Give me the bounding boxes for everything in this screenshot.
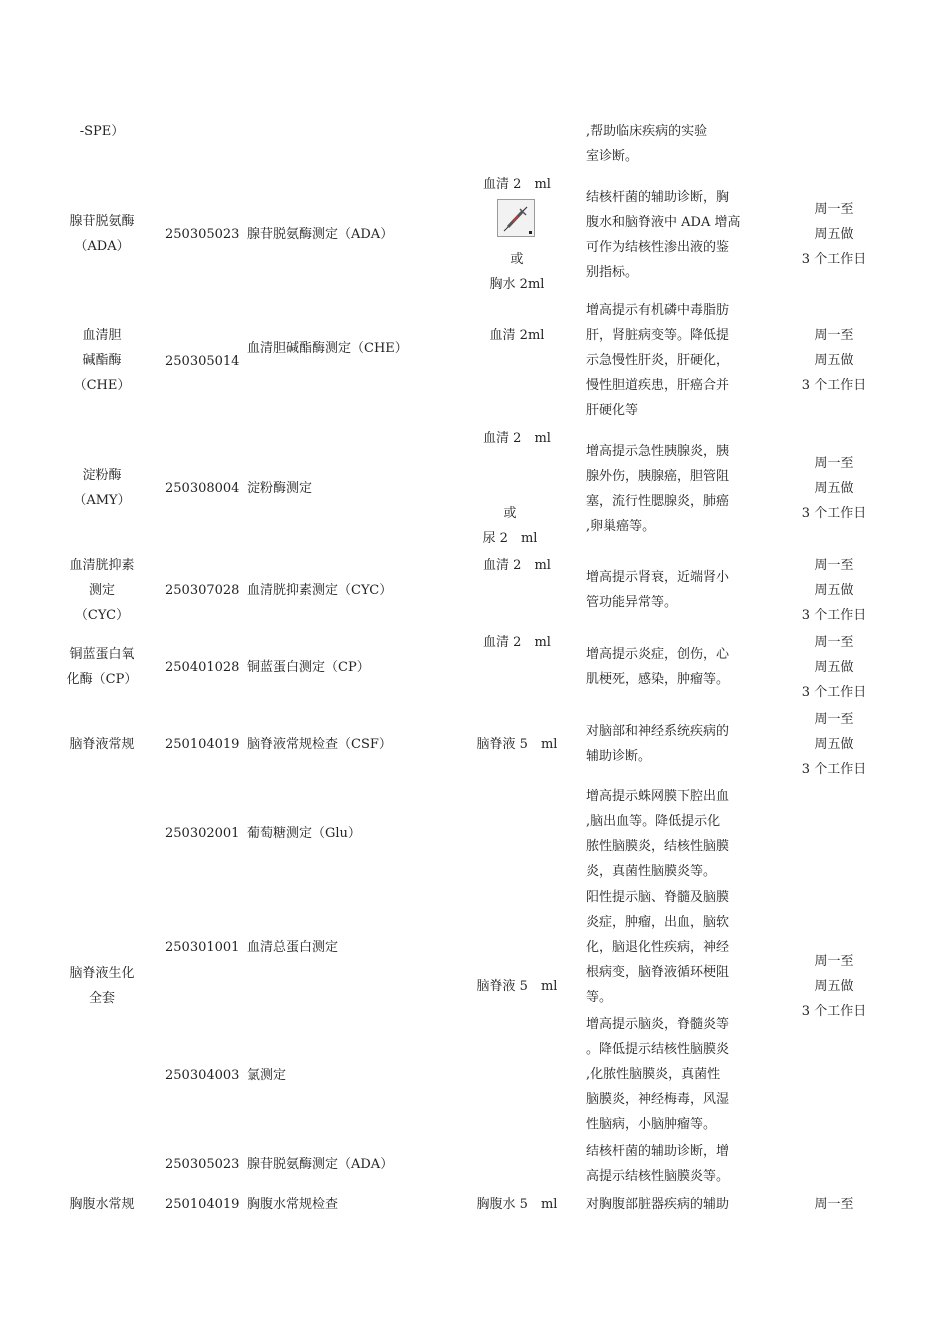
item-name: 脑脊液常规 [69, 737, 135, 752]
charge-code: 250308004 [165, 481, 240, 496]
clinical-significance: 阳性提示脑、脊髓及脑膜 炎症，肿瘤，出血，脑软 化，脑退化性疾病，神经 根病变，脑脊液循环梗阻 等。 [586, 890, 730, 1005]
turnaround-schedule: 周一至 周五做 3 个工作日 [801, 712, 867, 777]
turnaround-schedule: 周一至 [814, 1197, 854, 1212]
test-name: 脑脊液常规检查（CSF） [247, 737, 392, 752]
turnaround-schedule: 周一至 周五做 3 个工作日 [801, 954, 867, 1019]
test-name: 腺苷脱氨酶测定（ADA） [247, 1157, 394, 1172]
turnaround-schedule: 周一至 周五做 3 个工作日 [801, 456, 867, 521]
clinical-significance: 增高提示肾衰，近端肾小 管功能异常等。 [586, 570, 730, 610]
item-name: 铜蓝蛋白氧 化酶（CP） [66, 647, 138, 687]
charge-code: 250401028 [165, 660, 240, 675]
test-name: 铜蓝蛋白测定（CP） [247, 660, 370, 675]
test-name: 血清胆碱酯酶测定（CHE） [247, 341, 408, 356]
sample-requirement: 血清 2ml [489, 328, 545, 343]
turnaround-schedule: 周一至 周五做 3 个工作日 [801, 635, 867, 700]
clinical-significance: 增高提示脑炎，脊髓炎等 。降低提示结核性脑膜炎 ,化脓性脑膜炎，真菌性 脑膜炎，神经梅毒，风湿 性脑病，小脑肿瘤等。 [586, 1017, 730, 1132]
test-name: 腺苷脱氨酶测定（ADA） [247, 227, 394, 242]
sample-requirement: 或 胸水 2ml [489, 252, 545, 292]
syringe-icon [497, 199, 535, 237]
turnaround-schedule: 周一至 周五做 3 个工作日 [801, 558, 867, 623]
test-name: 葡萄糖测定（Glu） [247, 826, 361, 841]
test-name: 氯测定 [247, 1068, 287, 1083]
clinical-significance: 结核杆菌的辅助诊断，胸 腹水和脑脊液中 ADA 增高 可作为结核性渗出液的鉴 别指标。 [586, 190, 741, 280]
test-name: 胸腹水常规检查 [247, 1197, 339, 1212]
item-name: 淀粉酶 （AMY） [73, 468, 131, 508]
test-name: 血清总蛋白测定 [247, 940, 339, 955]
sample-requirement: 血清 2 ml [483, 177, 551, 192]
item-name: 脑脊液生化 全套 [69, 966, 135, 1006]
charge-code: 250104019 [165, 1197, 240, 1212]
item-name: 血清胱抑素 测定 （CYC） [69, 558, 135, 623]
clinical-significance: 对胸腹部脏器疾病的辅助 [586, 1197, 730, 1212]
sample-requirement: 胸腹水 5 ml [476, 1197, 558, 1212]
sample-requirement: 或 尿 2 ml [482, 506, 538, 546]
charge-code: 250305023 [165, 227, 240, 242]
clinical-significance: 增高提示蛛网膜下腔出血 ,脑出血等。降低提示化 脓性脑膜炎，结核性脑膜 炎，真菌性脑膜炎等。 [586, 789, 730, 879]
item-name: 腺苷脱氨酶 （ADA） [69, 214, 135, 254]
item-name: 血清胆 碱酯酶 （CHE） [73, 328, 131, 393]
sample-requirement: 血清 2 ml [483, 558, 551, 573]
charge-code: 250104019 [165, 737, 240, 752]
clinical-significance: 增高提示炎症，创伤，心 肌梗死，感染，肿瘤等。 [586, 647, 730, 687]
test-name: 淀粉酶测定 [247, 481, 313, 496]
charge-code: 250301001 [165, 940, 240, 955]
turnaround-schedule: 周一至 周五做 3 个工作日 [801, 328, 867, 393]
charge-code: 250307028 [165, 583, 240, 598]
clinical-significance: 结核杆菌的辅助诊断，增 高提示结核性脑膜炎等。 [586, 1144, 730, 1184]
sample-requirement: 脑脊液 5 ml [476, 979, 558, 994]
test-name: 血清胱抑素测定（CYC） [247, 583, 393, 598]
sample-requirement: 血清 2 ml [483, 635, 551, 650]
sample-requirement: 血清 2 ml [483, 431, 551, 446]
charge-code: 250302001 [165, 826, 240, 841]
clinical-significance: ,帮助临床疾病的实验 室诊断。 [586, 124, 708, 164]
item-name: -SPE） [79, 124, 125, 139]
charge-code: 250304003 [165, 1068, 240, 1083]
clinical-significance: 增高提示有机磷中毒脂肪 肝，肾脏病变等。降低提 示急慢性肝炎，肝硬化， 慢性胆道疾患，肝癌合并 肝硬化等 [586, 303, 730, 418]
turnaround-schedule: 周一至 周五做 3 个工作日 [801, 202, 867, 267]
clinical-significance: 增高提示急性胰腺炎，胰 腺外伤，胰腺癌，胆管阻 塞，流行性腮腺炎，肺癌 ,卵巢癌等。 [586, 444, 730, 534]
clinical-significance: 对脑部和神经系统疾病的 辅助诊断。 [586, 724, 730, 764]
item-name: 胸腹水常规 [69, 1197, 135, 1212]
charge-code: 250305014 [165, 354, 240, 369]
charge-code: 250305023 [165, 1157, 240, 1172]
sample-requirement: 脑脊液 5 ml [476, 737, 558, 752]
